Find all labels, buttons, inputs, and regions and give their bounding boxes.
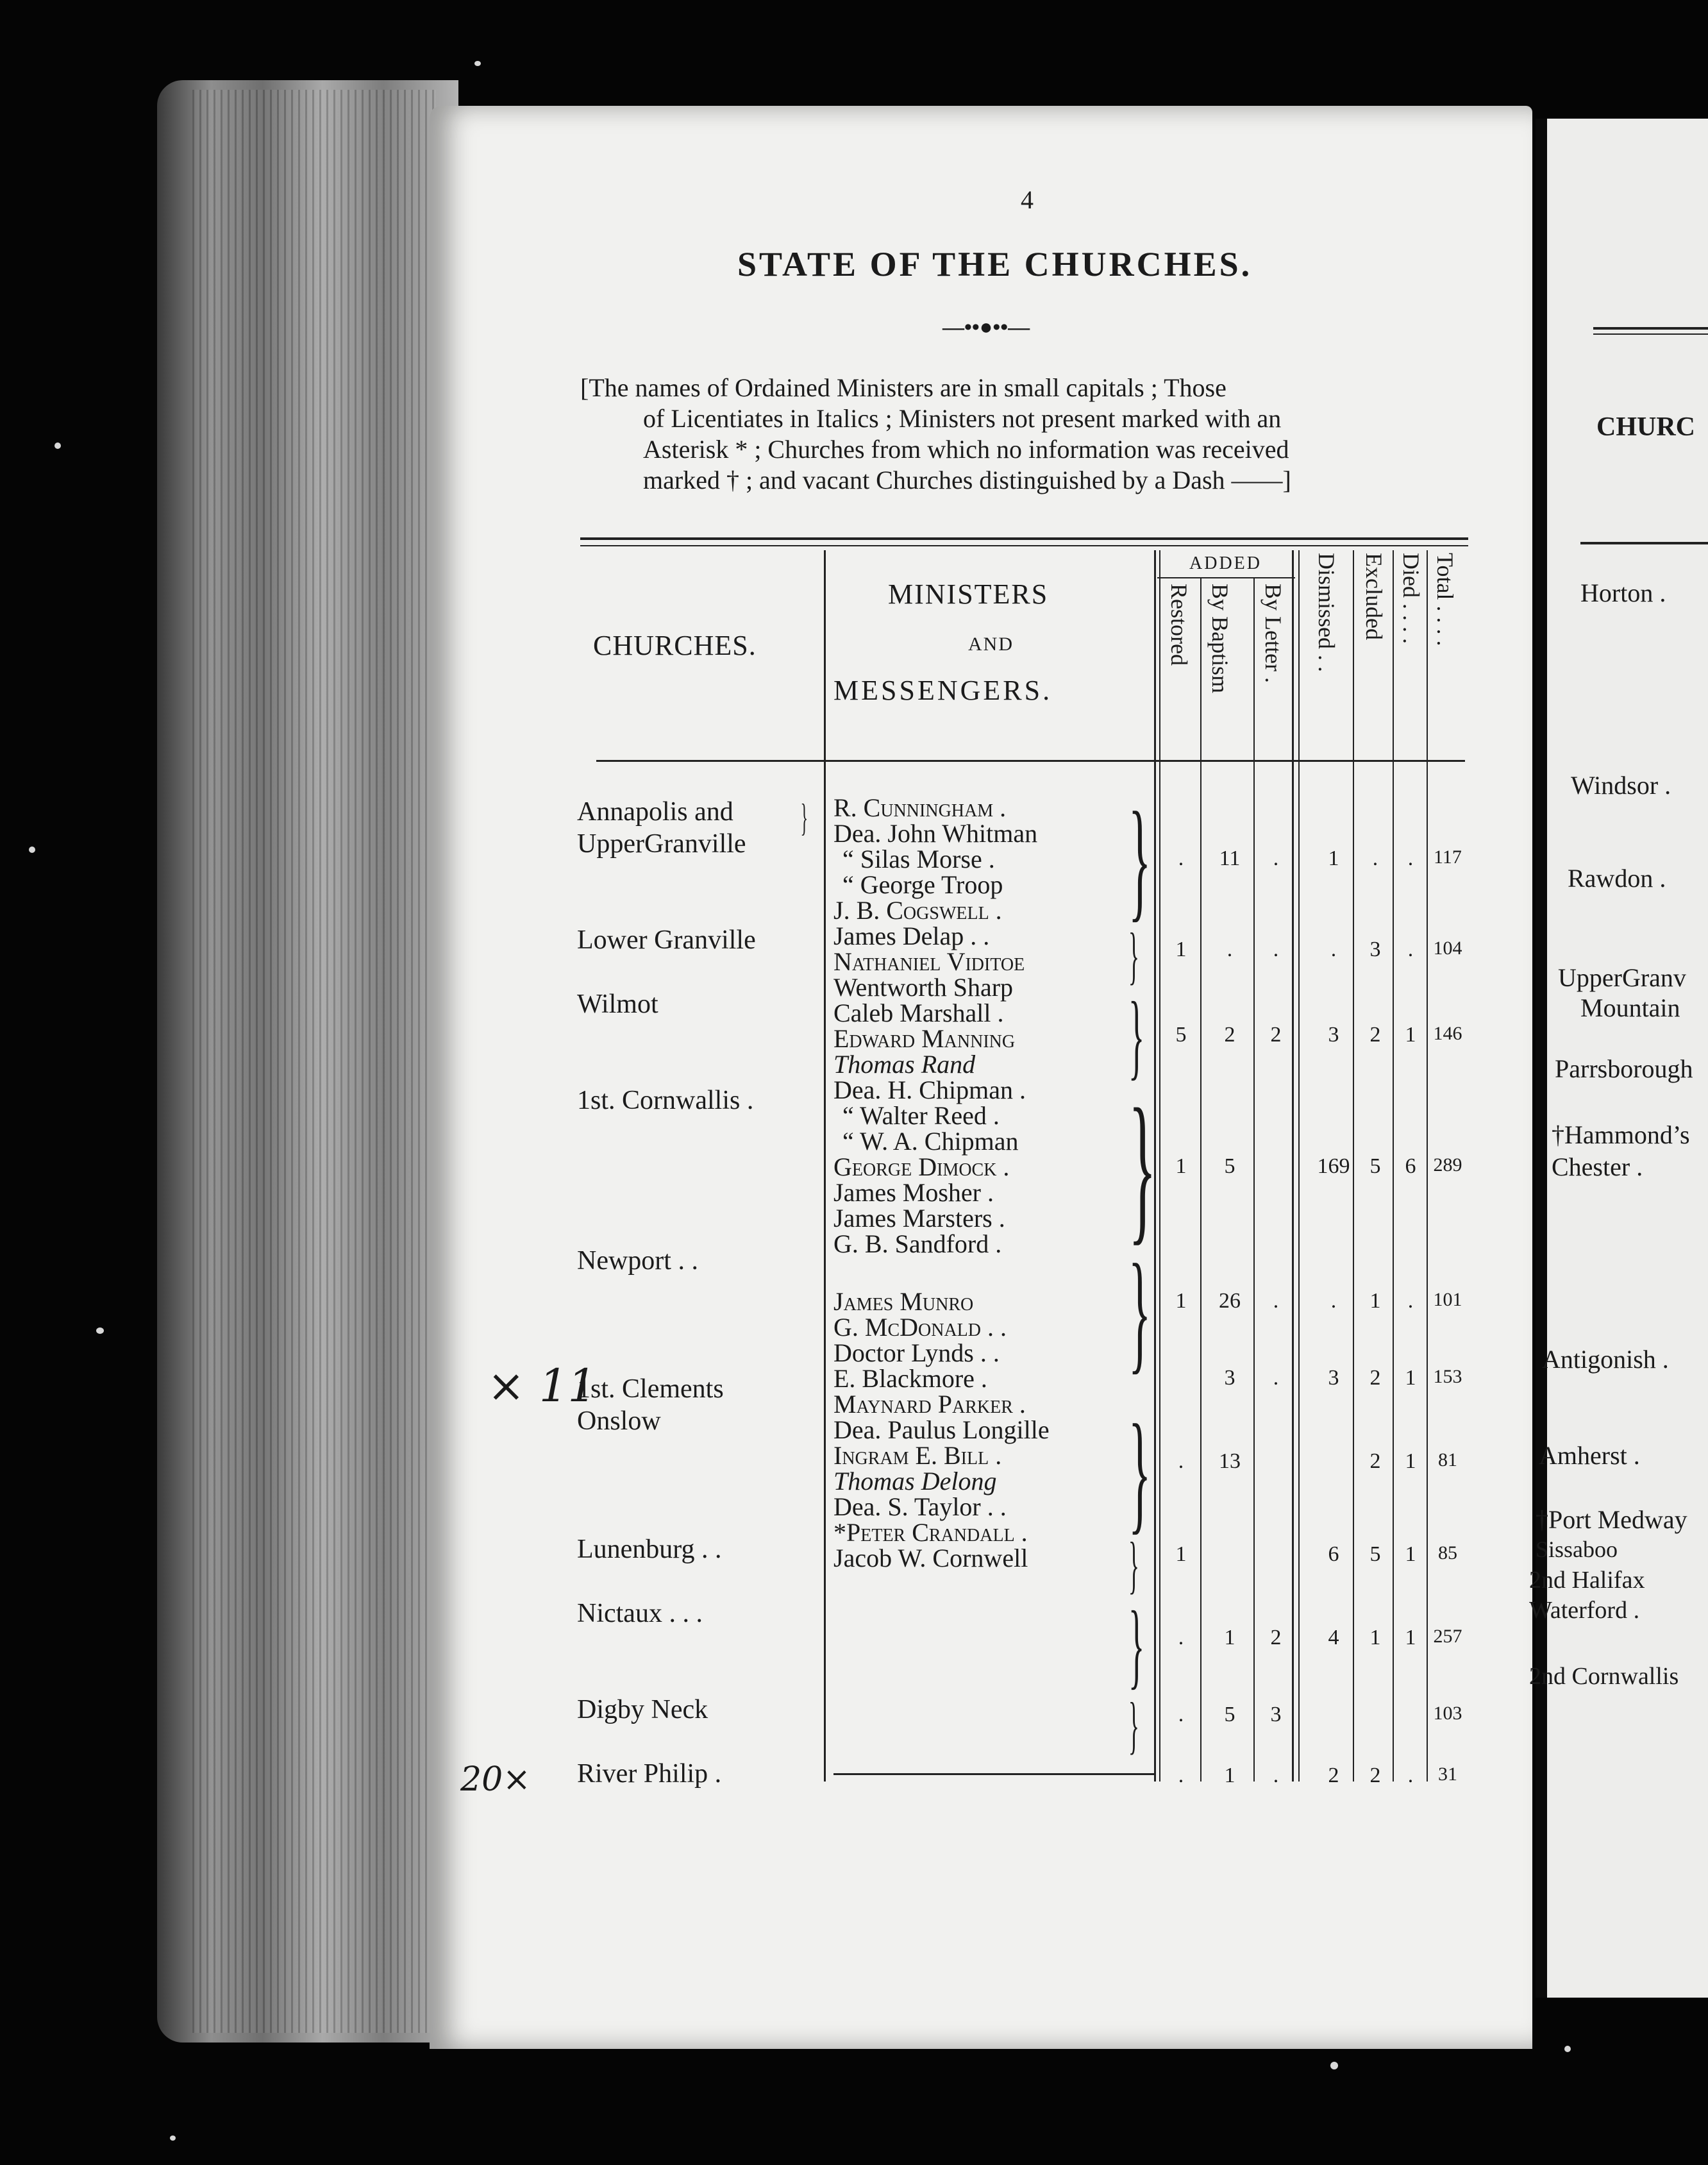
minister-name: R. Cunningham . (833, 793, 1007, 822)
table-cell: 2 (1369, 1764, 1381, 1787)
minister-name: James Delap . . (833, 922, 990, 950)
brace: } (1128, 920, 1139, 991)
table-cell: . (1407, 1289, 1414, 1313)
editorial-note (580, 375, 1291, 493)
minister-name: Ingram E. Bill . (833, 1441, 1002, 1470)
dust-speck (474, 61, 481, 66)
minister-name: James Mosher . (833, 1178, 994, 1207)
table-cell: 1 (1175, 1542, 1187, 1566)
column-rule (1298, 550, 1300, 1782)
right-church-name: Rawdon . (1568, 864, 1666, 893)
table-cell: 3 (1328, 1023, 1339, 1047)
minister-name: Dea. S. Taylor . . (833, 1492, 1007, 1521)
right-church-name: Waterford . (1529, 1597, 1640, 1624)
table-cell: . (1330, 1289, 1337, 1313)
table-cell: 3 (1328, 1366, 1339, 1390)
minister-name: Dea. Paulus Longille (833, 1415, 1050, 1444)
table-cell: 1 (1175, 1154, 1187, 1178)
church-name: UpperGranville (577, 829, 746, 859)
margin-annotation: 20× (460, 1760, 531, 1799)
table-cell: 153 (1433, 1366, 1462, 1387)
right-church-name: Horton . (1580, 578, 1666, 607)
table-cell: . (1372, 847, 1378, 870)
margin-annotation: × 11 (487, 1360, 596, 1412)
church-name: 1st. Cornwallis . (577, 1086, 754, 1115)
minister-name: Edward Manning (833, 1024, 1016, 1053)
page-edges (192, 90, 436, 2033)
minister-name: G. McDonald . . (833, 1313, 1007, 1342)
church-name: Newport . . (577, 1246, 698, 1276)
table-cell: . (1227, 938, 1233, 961)
header-total: Total . . . . (1432, 553, 1458, 646)
header-churches: CHURCHES. (593, 630, 757, 661)
right-church-name: Chester . (1552, 1152, 1643, 1181)
right-church-name: Sissaboo (1536, 1537, 1618, 1562)
table-cell: 13 (1219, 1449, 1241, 1473)
header-bottom-rule (596, 760, 1465, 762)
header-and: AND (968, 634, 1014, 655)
church-entry (577, 798, 746, 857)
table-cell: 2 (1224, 1023, 1235, 1047)
church-name: Nictaux . . . (577, 1599, 703, 1628)
right-church-name: †Hammond’s (1552, 1120, 1690, 1149)
right-church-name: Parrsborough (1555, 1054, 1693, 1083)
right-church-name: Windsor . (1571, 771, 1671, 800)
header-dismissed: Dismissed . . (1314, 553, 1339, 673)
table-cell: 2 (1270, 1023, 1282, 1047)
table-cell: 2 (1328, 1764, 1339, 1787)
brace: } (1128, 1529, 1139, 1600)
table-cell: 257 (1433, 1626, 1462, 1647)
brace: } (1128, 982, 1145, 1089)
dust-speck (170, 2136, 176, 2141)
minister-name: J. B. Cogswell . (833, 896, 1002, 925)
table-cell: 1 (1369, 1626, 1381, 1649)
minister-name: *Peter Crandall . (833, 1518, 1028, 1547)
table-cell: 101 (1433, 1289, 1462, 1310)
table-cell: 1 (1224, 1626, 1235, 1649)
church-name: Lower Granville (577, 925, 756, 955)
header-added: ADDED (1189, 553, 1262, 573)
dust-speck (1330, 2062, 1338, 2069)
church-name: River Philip . (577, 1759, 722, 1789)
table-cell: 104 (1433, 938, 1462, 959)
minister-name: Thomas Rand (833, 1050, 976, 1079)
church-name: 1st. Clements (577, 1374, 724, 1404)
table-cell: 5 (1369, 1154, 1381, 1178)
table-cell: 2 (1270, 1626, 1282, 1649)
table-cell: 5 (1175, 1023, 1187, 1047)
title-ornament: —••●••— (942, 316, 1030, 339)
table-cell: . (1273, 938, 1279, 961)
spacer (833, 1257, 1050, 1289)
dust-speck (1564, 2046, 1571, 2052)
minister-name: Dea. H. Chipman . (833, 1075, 1026, 1104)
table-cell: 3 (1270, 1703, 1282, 1726)
table-cell: 1 (1175, 938, 1187, 961)
church-name: Digby Neck (577, 1695, 708, 1724)
brace: } (1128, 1689, 1139, 1760)
table-cell: 117 (1434, 847, 1462, 868)
minister-name: Thomas Delong (833, 1467, 997, 1495)
note-line: Asterisk * ; Churches from which no information was received (643, 435, 1289, 464)
right-church-name: Mountain (1580, 993, 1680, 1022)
header-by-baptism: By Baptism (1207, 584, 1233, 694)
column-rule (824, 550, 826, 1782)
note-line: [The names of Ordained Ministers are in small capitals ; Those (580, 373, 1227, 402)
table-cell: 1 (1328, 847, 1339, 870)
table-cell: 26 (1219, 1289, 1241, 1313)
table-cell: 5 (1224, 1703, 1235, 1726)
table-cell: 2 (1369, 1023, 1381, 1047)
table-cell: . (1273, 847, 1279, 870)
right-church-name: 2nd Cornwallis (1529, 1663, 1679, 1690)
right-church-name: 2nd Halifax (1529, 1567, 1645, 1594)
table-cell: 2 (1369, 1449, 1381, 1473)
table-cell: 81 (1438, 1449, 1457, 1470)
table-cell: 4 (1328, 1626, 1339, 1649)
dust-speck (29, 847, 35, 853)
minister-name: Maynard Parker . (833, 1390, 1026, 1419)
table-cell: . (1330, 938, 1337, 961)
table-cell: . (1273, 1764, 1279, 1787)
table-cell: . (1178, 1703, 1184, 1726)
minister-name: E. Blackmore . (833, 1364, 987, 1393)
minister-name: James Munro (833, 1287, 974, 1316)
header-ministers: MINISTERS (888, 578, 1049, 610)
table-top-rule (580, 537, 1468, 540)
church-brace: } (800, 796, 808, 839)
table-cell: 11 (1219, 847, 1241, 870)
table-cell: 146 (1433, 1023, 1462, 1044)
right-page-rule (1580, 542, 1708, 544)
added-rule (1157, 577, 1295, 578)
column-rule (1200, 577, 1201, 1782)
dust-speck (96, 1327, 104, 1334)
table-cell: . (1178, 1449, 1184, 1473)
table-cell: . (1407, 1764, 1414, 1787)
brace: } (1128, 1592, 1145, 1698)
brace: } (1128, 785, 1151, 934)
minister-name: G. B. Sandford . (833, 1229, 1002, 1258)
table-bottom-rule (833, 1773, 1154, 1775)
header-messengers: MESSENGERS. (833, 675, 1053, 706)
ministers-list (833, 795, 1050, 1571)
table-cell: 1 (1175, 1289, 1187, 1313)
minister-name: Caleb Marshall . (833, 998, 1004, 1027)
table-cell: 1 (1405, 1626, 1416, 1649)
table-cell: . (1407, 847, 1414, 870)
minister-name: Nathaniel Viditoe (833, 947, 1025, 976)
table-cell: 103 (1433, 1703, 1462, 1724)
brace: } (1128, 1397, 1151, 1546)
church-name: Wilmot (577, 990, 658, 1019)
header-restored: Restored (1166, 584, 1192, 666)
minister-name: Jacob W. Cornwell (833, 1544, 1028, 1572)
table-cell: 5 (1224, 1154, 1235, 1178)
right-page-rule (1593, 333, 1708, 335)
right-church-name: UpperGranv (1558, 963, 1686, 992)
minister-name: George Dimock . (833, 1152, 1010, 1181)
header-by-letter: By Letter . (1260, 584, 1286, 683)
table-cell: 6 (1328, 1542, 1339, 1566)
right-page-heading: CHURC (1596, 412, 1695, 442)
table-cell: 3 (1369, 938, 1381, 961)
minister-name: Doctor Lynds . . (833, 1338, 1000, 1367)
header-died: Died . . . . (1398, 553, 1424, 644)
table-cell: 85 (1438, 1542, 1457, 1563)
note-line: of Licentiates in Italics ; Ministers not present marked with an (643, 404, 1282, 433)
table-cell: . (1273, 1366, 1279, 1390)
minister-name: “ W. A. Chipman (842, 1127, 1019, 1156)
table-cell: . (1178, 1626, 1184, 1649)
right-church-name: Antigonish . (1542, 1345, 1669, 1374)
table-cell: . (1407, 938, 1414, 961)
brace: } (1128, 1075, 1157, 1259)
table-cell: . (1178, 847, 1184, 870)
table-cell: 169 (1317, 1154, 1350, 1178)
table-cell: 1 (1224, 1764, 1235, 1787)
table-cell: 5 (1369, 1542, 1381, 1566)
minister-name: “ George Troop (842, 870, 1003, 899)
minister-name: “ Silas Morse . (842, 845, 995, 873)
column-rule (1253, 577, 1255, 1782)
table-cell: 6 (1405, 1154, 1416, 1178)
header-excluded: Excluded (1361, 553, 1387, 640)
note-line: marked † ; and vacant Churches distinguished by a Dash ——] (643, 466, 1291, 494)
page-title: STATE OF THE CHURCHES. (737, 245, 1253, 283)
table-cell: 1 (1405, 1449, 1416, 1473)
minister-name: Dea. John Whitman (833, 819, 1038, 848)
table-cell: 289 (1433, 1154, 1462, 1175)
church-name: Annapolis and (577, 797, 733, 827)
table-cell: 3 (1224, 1366, 1235, 1390)
table-cell: 1 (1405, 1023, 1416, 1047)
brace: } (1128, 1237, 1151, 1386)
table-cell: 31 (1438, 1764, 1457, 1785)
table-cell: 2 (1369, 1366, 1381, 1390)
column-rule (1292, 550, 1294, 1782)
minister-name: “ Walter Reed . (842, 1101, 1000, 1130)
church-name: Lunenburg . . (577, 1535, 722, 1564)
right-church-name: †Port Medway (1536, 1505, 1687, 1534)
dust-speck (54, 442, 61, 449)
table-cell: 1 (1405, 1542, 1416, 1566)
table-cell: . (1273, 1289, 1279, 1313)
page-number: 4 (1021, 185, 1034, 214)
minister-name: Wentworth Sharp (833, 973, 1014, 1002)
table-top-rule-thin (580, 545, 1468, 546)
right-page-rule (1593, 327, 1708, 330)
church-name: Onslow (577, 1406, 661, 1436)
minister-name: James Marsters . (833, 1204, 1005, 1233)
table-cell: . (1178, 1764, 1184, 1787)
table-cell: 1 (1405, 1366, 1416, 1390)
table-cell: 1 (1369, 1289, 1381, 1313)
right-church-name: Amherst . (1539, 1441, 1640, 1470)
